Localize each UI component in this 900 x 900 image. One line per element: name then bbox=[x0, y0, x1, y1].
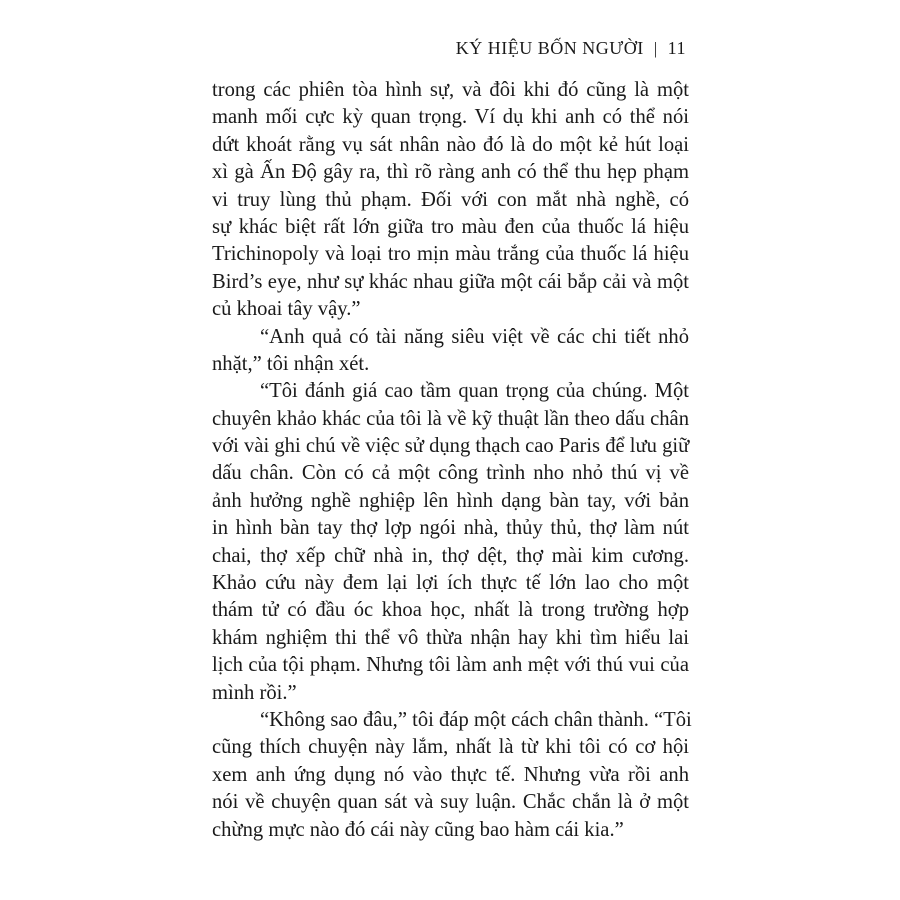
text-line: chừng mực nào đó cái này cũng bao hàm cái kia.” bbox=[212, 818, 624, 841]
text-line: Trichinopoly và loại tro mịn màu trắng của thuốc lá hiệu bbox=[212, 243, 689, 266]
text-line: lịch của tội phạm. Nhưng tôi làm anh mệt với thú vui của bbox=[212, 654, 689, 677]
text-line: nói về chuyện quan sát và suy luận. Chắc chắn là ở một bbox=[212, 791, 689, 814]
running-header-title: KÝ HIỆU BỐN NGƯỜI bbox=[455, 38, 644, 58]
text-line: xì gà Ấn Độ gây ra, thì rõ ràng anh có thể thu hẹp phạm bbox=[212, 161, 689, 184]
running-header bbox=[456, 38, 686, 59]
text-line: mình rồi.” bbox=[212, 681, 297, 704]
text-line: củ khoai tây vậy.” bbox=[212, 298, 361, 321]
text-line: với vài ghi chú về việc sử dụng thạch cao Paris để lưu giữ bbox=[212, 435, 690, 458]
text-line: “Tôi đánh giá cao tầm quan trọng của chúng. Một bbox=[260, 380, 689, 403]
page-number: 11 bbox=[667, 38, 686, 58]
text-line: trong các phiên tòa hình sự, và đôi khi đó cũng là một bbox=[212, 79, 689, 101]
paragraph bbox=[212, 378, 689, 707]
paragraph bbox=[212, 324, 689, 379]
text-line: Khảo cứu này đem lại lợi ích thực tế lớn lao cho một bbox=[212, 572, 689, 595]
text-line: cũng thích chuyện này lắm, nhất là từ khi tôi có cơ hội bbox=[212, 736, 689, 759]
paragraph bbox=[212, 707, 692, 844]
running-header-separator: | bbox=[653, 38, 658, 58]
text-line: thám tử có đầu óc khoa học, nhất là trong trường hợp bbox=[212, 599, 689, 622]
text-line: manh mối cực kỳ quan trọng. Ví dụ khi anh có thể nói bbox=[212, 106, 689, 129]
text-line: “Anh quả có tài năng siêu việt về các chi tiết nhỏ bbox=[260, 325, 689, 348]
text-line: nhặt,” tôi nhận xét. bbox=[212, 352, 370, 375]
text-line: xem anh ứng dụng nó vào thực tế. Nhưng vừa rồi anh bbox=[212, 763, 689, 786]
body-text bbox=[212, 77, 692, 844]
text-line: chai, thợ xếp chữ nhà in, thợ dệt, thợ mài kim cương. bbox=[212, 544, 689, 567]
text-line: dứt khoát rằng vụ sát nhân nào đó là do một kẻ hút loại bbox=[212, 133, 689, 156]
text-line: khám nghiệm thi thể vô thừa nhận hay khi tìm hiểu lai bbox=[212, 626, 689, 649]
text-line: ảnh hưởng nghề nghiệp lên hình dạng bàn tay, với bản bbox=[212, 489, 689, 512]
text-line: chuyên khảo khác của tôi là về kỹ thuật lần theo dấu chân bbox=[212, 407, 689, 430]
text-line: in hình bàn tay thợ lợp ngói nhà, thủy thủ, thợ làm nút bbox=[212, 517, 689, 540]
text-line: vi truy lùng thủ phạm. Đối với con mắt nhà nghề, có bbox=[212, 188, 689, 211]
paragraph bbox=[212, 77, 689, 324]
text-line: dấu chân. Còn có cả một công trình nho nhỏ thú vị về bbox=[212, 462, 689, 485]
text-line: Bird’s eye, như sự khác nhau giữa một cái bắp cải và một bbox=[212, 270, 689, 293]
text-line: “Không sao đâu,” tôi đáp một cách chân thành. “Tôi bbox=[260, 708, 692, 731]
text-line: sự khác biệt rất lớn giữa tro màu đen của thuốc lá hiệu bbox=[212, 215, 689, 238]
